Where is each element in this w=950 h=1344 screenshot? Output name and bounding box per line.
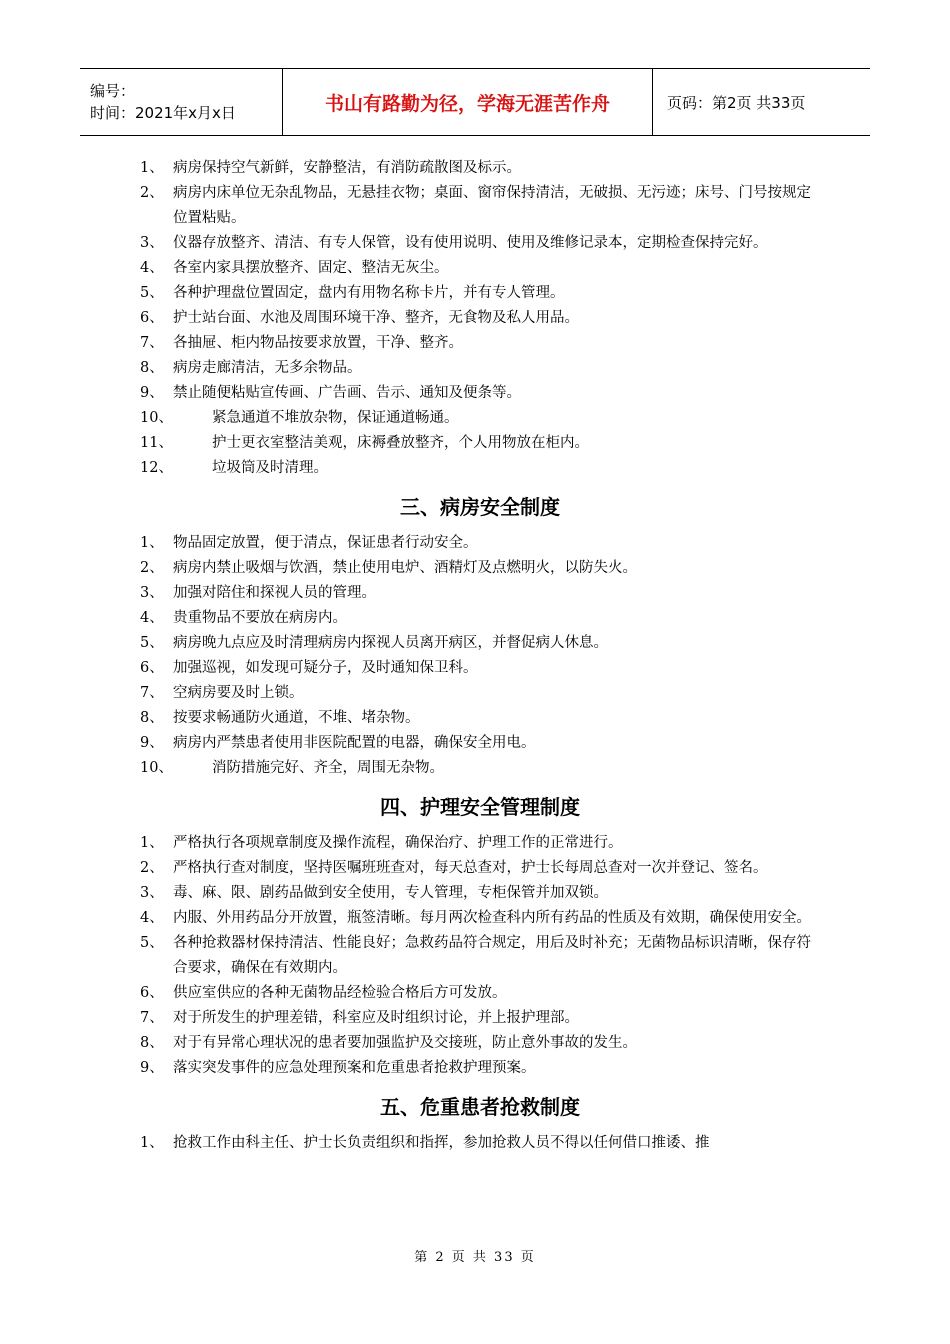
item-text: 病房走廊清洁，无多余物品。 [173,360,362,376]
item-number: 11、 [140,435,173,451]
item-text: 严格执行各项规章制度及操作流程，确保治疗、护理工作的正常进行。 [173,835,623,851]
item-number: 3、 [140,235,164,251]
item-text: 落实突发事件的应急处理预案和危重患者抢救护理预案。 [173,1060,536,1076]
document-number: 编号： [90,82,136,100]
item-number: 7、 [140,1010,164,1026]
list-item [140,406,820,431]
section-title-nursing-safety: 四、护理安全管理制度 [380,795,580,819]
list-item [140,1056,820,1081]
list-item [140,331,820,356]
item-number: 3、 [140,585,164,601]
list-item [140,181,820,231]
item-text: 各室内家具摆放整齐、固定、整洁无灰尘。 [173,260,449,276]
item-text: 加强巡视，如发现可疑分子，及时通知保卫科。 [173,660,478,676]
item-number: 8、 [140,710,164,726]
item-number: 4、 [140,910,164,926]
list-item [140,431,820,456]
list-item [140,156,820,181]
item-text: 内服、外用药品分开放置，瓶签清晰。每月两次检查科内所有药品的性质及有效期，确保使用安全。 [173,910,811,926]
item-number: 2、 [140,560,164,576]
item-text: 抢救工作由科主任、护士长负责组织和指挥，参加抢救人员不得以任何借口推诿、推 [173,1135,710,1151]
item-text: 病房内床单位无杂乱物品，无悬挂衣物；桌面、窗帘保持清洁，无破损、无污迹；床号、门号按规定位置粘贴。 [173,185,811,226]
item-text: 对于有异常心理状况的患者要加强监护及交接班，防止意外事故的发生。 [173,1035,637,1051]
item-number: 10、 [140,760,173,776]
list-item [140,981,820,1006]
list-item [140,1031,820,1056]
item-text: 按要求畅通防火通道，不堆、堵杂物。 [173,710,420,726]
item-number: 9、 [140,735,164,751]
list-item [140,456,820,481]
item-number: 6、 [140,660,164,676]
list-item [140,931,820,981]
item-text: 各种护理盘位置固定，盘内有用物名称卡片，并有专人管理。 [173,285,565,301]
item-text: 严格执行查对制度，坚持医嘱班班查对，每天总查对，护士长每周总查对一次并登记、签名。 [173,860,768,876]
item-text: 物品固定放置，便于清点，保证患者行动安全。 [173,535,478,551]
item-text: 加强对陪住和探视人员的管理。 [173,585,376,601]
section-title-critical-rescue: 五、危重患者抢救制度 [380,1095,580,1119]
item-number: 1、 [140,160,164,176]
item-number: 12、 [140,460,173,476]
list-item [140,731,820,756]
item-number: 5、 [140,935,164,951]
list-item [140,1006,820,1031]
item-number: 2、 [140,185,164,201]
list-item [140,306,820,331]
item-number: 6、 [140,985,164,1001]
item-text: 毒、麻、限、剧药品做到安全使用，专人管理，专柜保管并加双锁。 [173,885,608,901]
item-text: 空病房要及时上锁。 [173,685,304,701]
header-motto [283,69,653,135]
item-number: 5、 [140,635,164,651]
item-text: 病房保持空气新鲜，安静整洁，有消防疏散图及标示。 [173,160,521,176]
item-number: 4、 [140,260,164,276]
item-number: 9、 [140,385,164,401]
list-item [140,881,820,906]
item-number: 6、 [140,310,164,326]
list-item [140,856,820,881]
item-number: 8、 [140,1035,164,1051]
section-title-ward-safety: 三、病房安全制度 [400,495,560,519]
list-item [140,581,820,606]
item-number: 1、 [140,1135,164,1151]
item-text: 消防措施完好、齐全，周围无杂物。 [212,760,444,776]
list-item [140,906,820,931]
item-number: 7、 [140,685,164,701]
list-item [140,706,820,731]
item-number: 4、 [140,610,164,626]
section-nursing-safety-list [140,831,820,1081]
item-text: 禁止随便粘贴宣传画、广告画、告示、通知及便条等。 [173,385,521,401]
list-item [140,531,820,556]
list-item [140,231,820,256]
page-footer: 第 2 页 共 33 页 [414,1250,536,1265]
item-text: 对于所发生的护理差错，科室应及时组织讨论，并上报护理部。 [173,1010,579,1026]
item-text: 仪器存放整齐、清洁、有专人保管，设有使用说明、使用及维修记录本，定期检查保持完好。 [173,235,768,251]
item-text: 贵重物品不要放在病房内。 [173,610,347,626]
item-number: 1、 [140,835,164,851]
list-item [140,681,820,706]
list-item [140,606,820,631]
list-item [140,756,820,781]
list-item [140,831,820,856]
header-page-info [653,69,870,135]
item-number: 7、 [140,335,164,351]
item-text: 病房内严禁患者使用非医院配置的电器，确保安全用电。 [173,735,536,751]
list-item [140,1131,820,1156]
item-text: 供应室供应的各种无菌物品经检验合格后方可发放。 [173,985,507,1001]
item-text: 各种抢救器材保持清洁、性能良好；急救药品符合规定，用后及时补充；无菌物品标识清晰，保存符合要求，确保在有效期内。 [173,935,811,976]
item-number: 2、 [140,860,164,876]
list-item [140,281,820,306]
item-text: 紧急通道不堆放杂物，保证通道畅通。 [212,410,459,426]
section-critical-rescue-list [140,1131,820,1156]
item-number: 5、 [140,285,164,301]
item-text: 护士更衣室整洁美观，床褥叠放整齐，个人用物放在柜内。 [212,435,589,451]
list-item [140,381,820,406]
item-number: 9、 [140,1060,164,1076]
page-info-text: 页码：第2页 共33页 [667,93,806,112]
header-meta [80,69,283,135]
document-date: 时间：2021年x月x日 [90,104,236,122]
list-item [140,656,820,681]
item-number: 8、 [140,360,164,376]
motto-text: 书山有路勤为径，学海无涯苦作舟 [324,92,610,115]
item-text: 病房晚九点应及时清理病房内探视人员离开病区，并督促病人休息。 [173,635,608,651]
item-text: 垃圾筒及时清理。 [212,460,328,476]
item-number: 1、 [140,535,164,551]
item-text: 护士站台面、水池及周围环境干净、整齐，无食物及私人用品。 [173,310,579,326]
page-header [80,68,870,136]
item-number: 3、 [140,885,164,901]
section-ward-safety-list [140,531,820,781]
item-text: 病房内禁止吸烟与饮酒，禁止使用电炉、酒精灯及点燃明火，以防失火。 [173,560,637,576]
list-item [140,631,820,656]
list-item [140,556,820,581]
item-number: 10、 [140,410,173,426]
document-body [140,156,820,1156]
list-item [140,356,820,381]
item-text: 各抽屉、柜内物品按要求放置，干净、整齐。 [173,335,463,351]
section-ward-environment-list [140,156,820,481]
list-item [140,256,820,281]
